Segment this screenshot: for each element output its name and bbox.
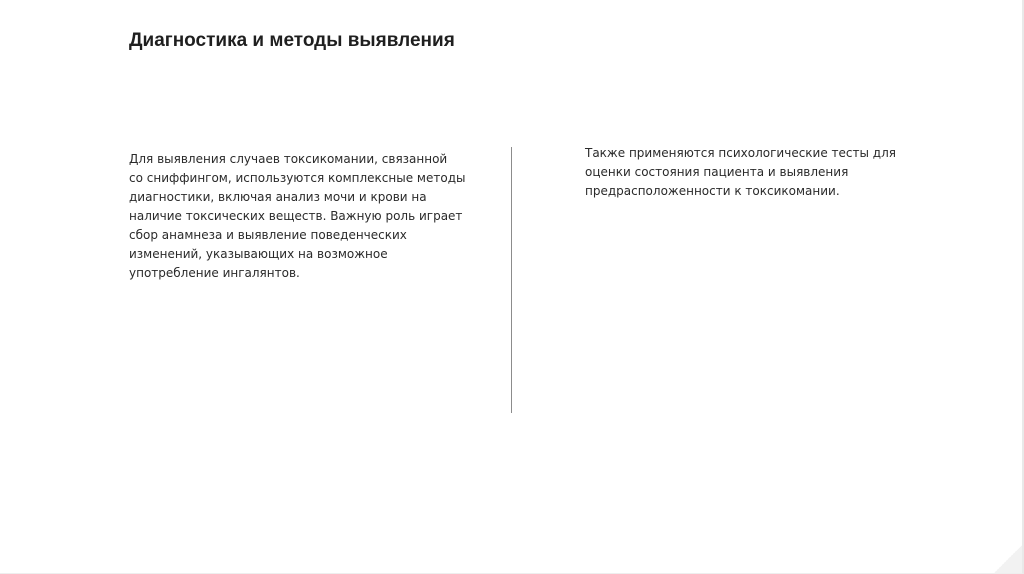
left-text-line: употребление ингалянтов.: [129, 266, 300, 280]
column-divider: [511, 147, 512, 413]
right-text-line: предрасположенности к токсикомании.: [585, 184, 840, 198]
right-text-line: оценки состояния пациента и выявления: [585, 165, 849, 179]
left-text-line: изменений, указывающих на возможное: [129, 247, 388, 261]
left-column-text: [129, 150, 479, 283]
left-text-line: наличие токсических веществ. Важную роль играет: [129, 209, 463, 223]
page-curl-decoration: [994, 545, 1022, 573]
right-column-text: [585, 144, 915, 201]
left-text-line: со сниффингом, используются комплексные методы: [129, 171, 466, 185]
left-text-line: Для выявления случаев токсикомании, связанной: [129, 152, 448, 166]
right-text-line: Также применяются психологические тесты для: [585, 146, 896, 160]
left-text-line: сбор анамнеза и выявление поведенческих: [129, 228, 407, 242]
left-text-line: диагностики, включая анализ мочи и крови на: [129, 190, 427, 204]
slide-title: Диагностика и методы выявления: [129, 30, 455, 51]
